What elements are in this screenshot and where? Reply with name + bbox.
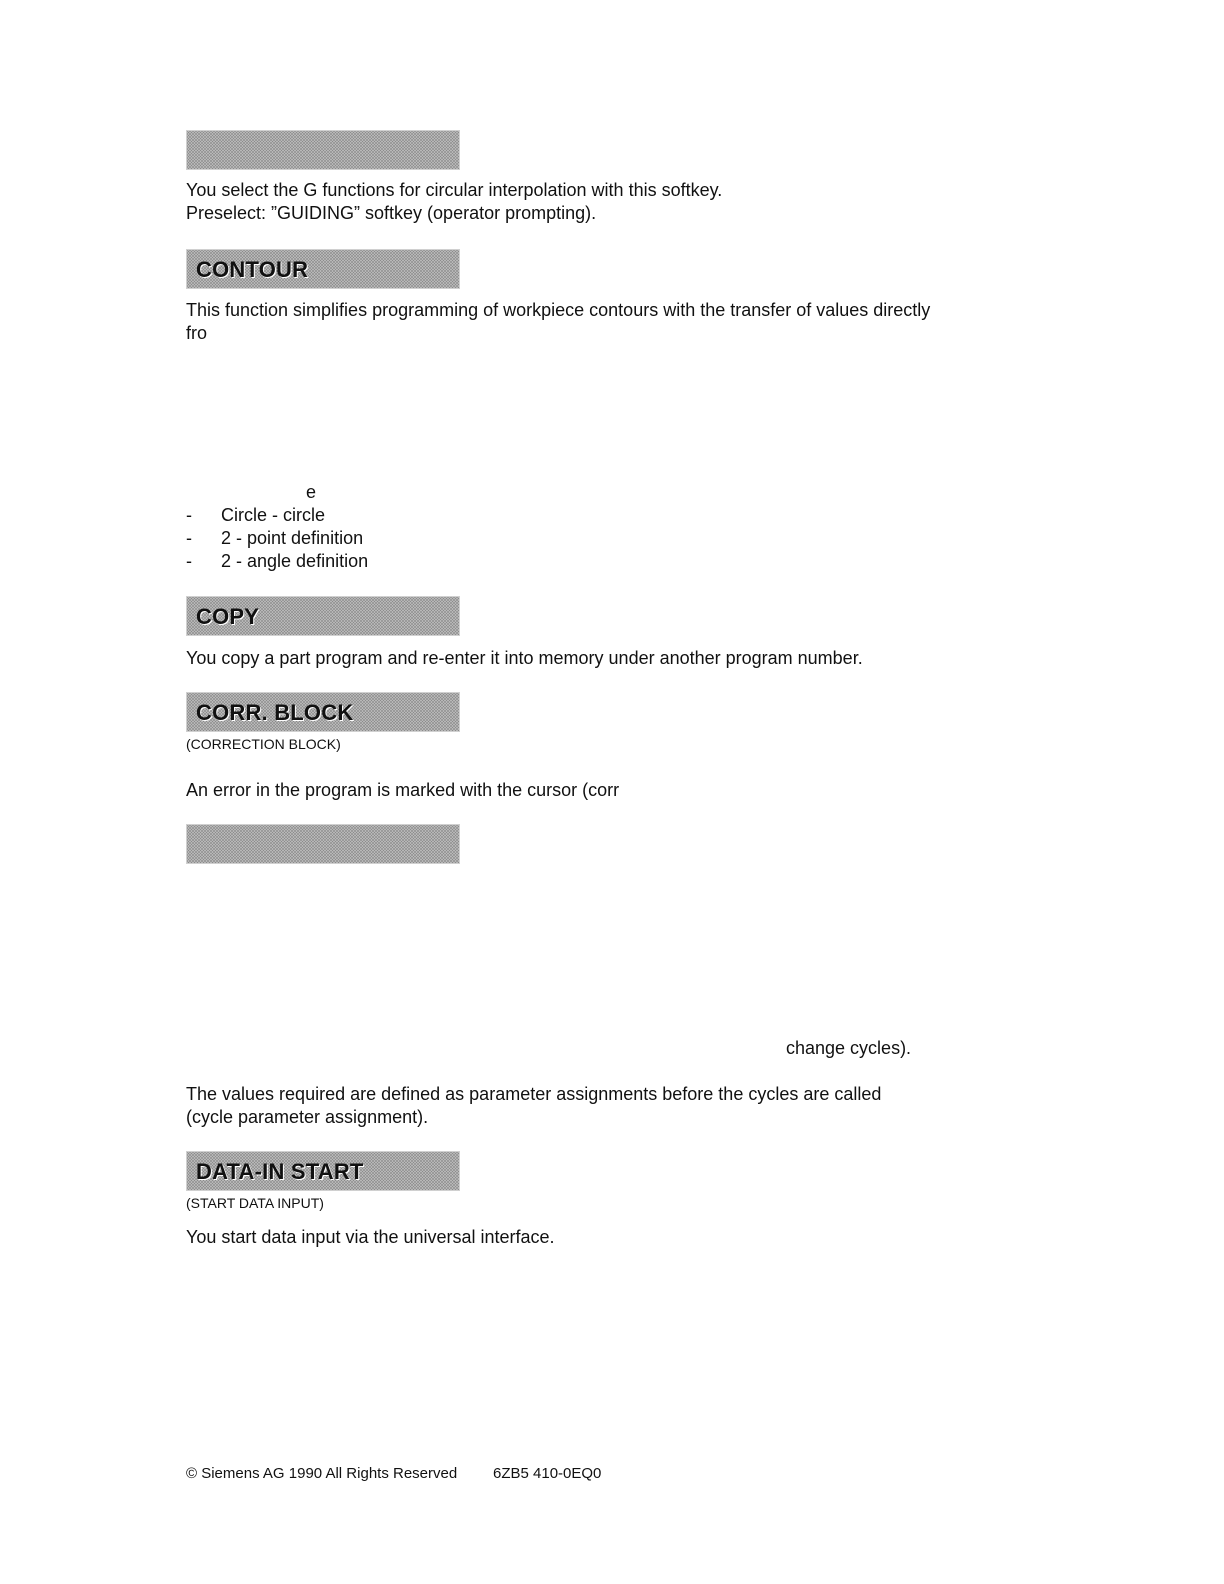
list-item: 2 - point definition	[221, 528, 364, 548]
list-dash: -	[186, 528, 192, 548]
footer-copyright: © Siemens AG 1990 All Rights Reserved	[186, 1465, 458, 1482]
list-dash: -	[186, 551, 192, 571]
list-item: Circle - circle	[221, 505, 326, 525]
softkey-copy	[186, 596, 460, 636]
corr-block-subtitle: (CORRECTION BLOCK)	[186, 736, 341, 752]
softkey-circle	[186, 130, 460, 170]
list-dash: -	[186, 505, 192, 525]
softkey-data-in-start	[186, 1151, 460, 1191]
softkey-corr-block	[186, 692, 460, 732]
contour-description-line2: fro	[186, 323, 208, 343]
copy-description: You copy a part program and re-enter it into memory under another program number.	[186, 648, 863, 668]
cycles-description-line1: The values required are defined as parameter assignments before the cycles are called	[186, 1084, 882, 1104]
footer-order-number: 6ZB5 410-0EQ0	[493, 1465, 602, 1482]
softkey-label: DATA-IN START	[196, 1159, 364, 1184]
list-item: 2 - angle definition	[221, 551, 369, 571]
softkey-label: CONTOUR	[196, 257, 309, 282]
data-in-start-description: You start data input via the universal interface.	[186, 1227, 555, 1247]
softkey-label: COPY	[196, 604, 260, 629]
contour-description-line1: This function simplifies programming of workpiece contours with the transfer of values directly	[186, 300, 931, 320]
softkey-label: CORR. BLOCK	[196, 700, 354, 725]
circle-description-line1: You select the G functions for circular interpolation with this softkey.	[186, 180, 723, 200]
cycles-description-line2: (cycle parameter assignment).	[186, 1107, 429, 1127]
circle-description-line2: Preselect: ”GUIDING” softkey (operator prompting).	[186, 203, 597, 223]
data-in-start-subtitle: (START DATA INPUT)	[186, 1195, 324, 1211]
contour-fragment: e	[306, 482, 317, 502]
corr-block-description: An error in the program is marked with the cursor (corr	[186, 780, 620, 800]
cycles-fragment: change cycles).	[786, 1038, 912, 1058]
softkey-contour	[186, 249, 460, 289]
softkey-cycles	[186, 824, 460, 864]
